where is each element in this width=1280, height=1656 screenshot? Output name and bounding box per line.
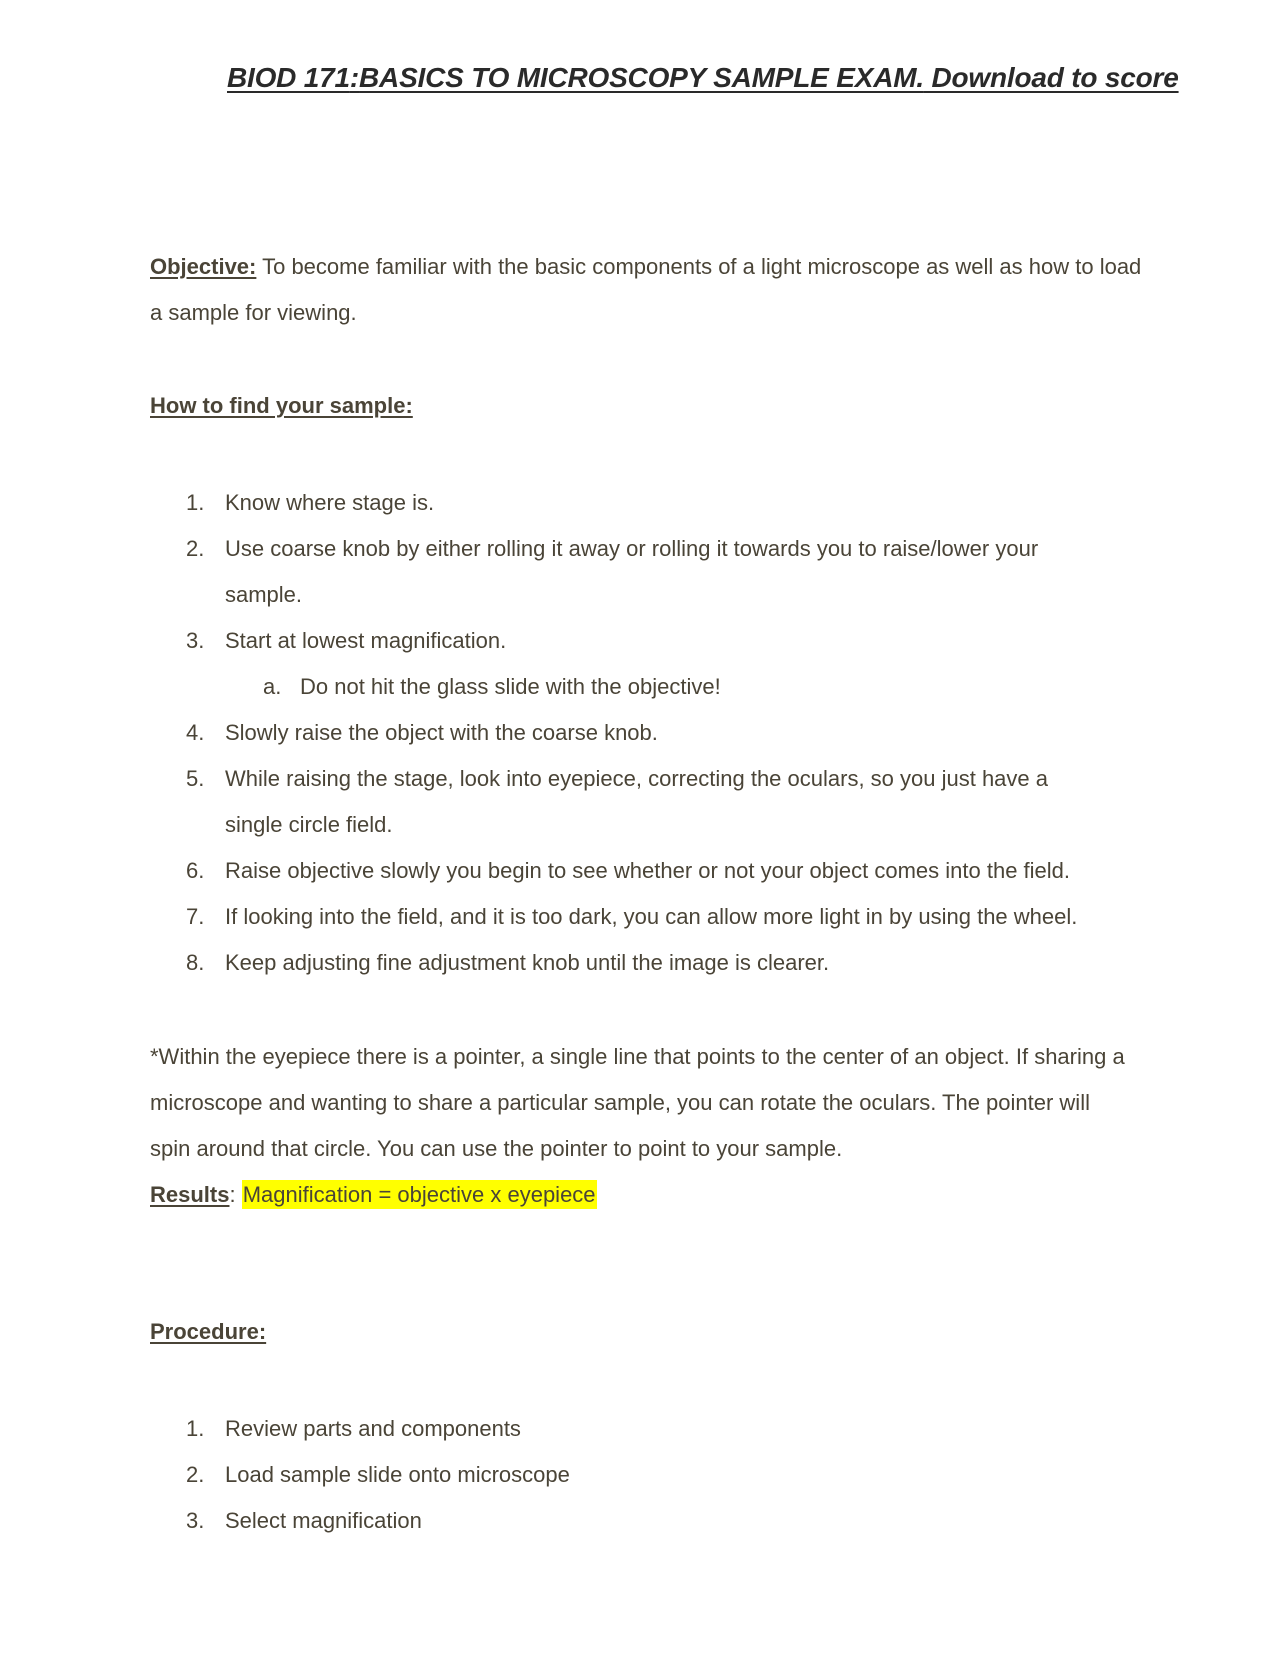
list-text: While raising the stage, look into eyepiece, correcting the oculars, so you just have a single circle field. <box>225 766 1049 837</box>
results-label: Results <box>150 1182 230 1207</box>
list-text: Start at lowest magnification. <box>225 628 507 653</box>
list-item <box>0 480 1145 526</box>
list-text: Raise objective slowly you begin to see whether or not your object comes into the field. <box>225 858 1071 883</box>
list-item <box>0 526 1045 618</box>
course-code: BIOD 171 <box>227 62 350 93</box>
procedure-steps <box>0 1406 1145 1544</box>
list-number: 2. <box>186 1462 205 1487</box>
list-text: Do not hit the glass slide with the objective! <box>300 674 721 699</box>
list-item <box>0 1452 1145 1498</box>
find-sample-steps <box>0 480 1220 986</box>
list-text: Load sample slide onto microscope <box>225 1462 570 1487</box>
list-item <box>0 940 1145 986</box>
pointer-note: *Within the eyepiece there is a pointer, a single line that points to the center of an object. If sharing a microscope and wanting to share a particular sample, you can rotate the oculars. The pointer will spin around that circle. You can use the pointer to point to your sample. <box>150 1044 1125 1161</box>
list-number: 4. <box>186 720 205 745</box>
objective-label: Objective: <box>150 254 257 279</box>
list-item <box>0 618 1145 664</box>
title-main: BASICS TO MICROSCOPY SAMPLE EXAM. <box>359 62 924 93</box>
list-letter: a. <box>263 674 282 699</box>
list-item <box>0 894 1145 940</box>
list-text: Know where stage is. <box>225 490 435 515</box>
list-text: Slowly raise the object with the coarse knob. <box>225 720 658 745</box>
objective-paragraph <box>150 244 1150 336</box>
list-text: If looking into the field, and it is too dark, you can allow more light in by using the wheel. <box>225 904 1078 929</box>
list-number: 7. <box>186 904 205 929</box>
objective-text: To become familiar with the basic components of a light microscope as well as how to load a sample for viewing. <box>150 254 1142 325</box>
list-number: 1. <box>186 490 205 515</box>
list-item <box>0 1406 1145 1452</box>
list-number: 2. <box>186 536 205 561</box>
results-colon: : <box>229 1182 242 1207</box>
list-item <box>0 664 1220 710</box>
magnification-formula: Magnification = objective x eyepiece <box>242 1182 596 1207</box>
document-title <box>227 62 1179 94</box>
list-number: 8. <box>186 950 205 975</box>
list-item <box>0 1498 1145 1544</box>
list-number: 3. <box>186 1508 205 1533</box>
list-item <box>0 710 1145 756</box>
title-suffix: Download to score <box>923 62 1179 93</box>
find-sample-heading: How to find your sample: <box>150 393 413 418</box>
list-number: 1. <box>186 1416 205 1441</box>
list-text: Keep adjusting fine adjustment knob until the image is clearer. <box>225 950 830 975</box>
list-number: 6. <box>186 858 205 883</box>
procedure-heading: Procedure: <box>150 1319 267 1344</box>
list-text: Use coarse knob by either rolling it away or rolling it towards you to raise/lower your sample. <box>225 536 1039 607</box>
list-text: Select magnification <box>225 1508 422 1533</box>
list-number: 3. <box>186 628 205 653</box>
list-item <box>0 756 1075 848</box>
list-number: 5. <box>186 766 205 791</box>
list-text: Review parts and components <box>225 1416 521 1441</box>
title-separator: : <box>349 62 360 93</box>
results-line <box>150 1172 1150 1218</box>
list-item <box>0 848 1145 894</box>
